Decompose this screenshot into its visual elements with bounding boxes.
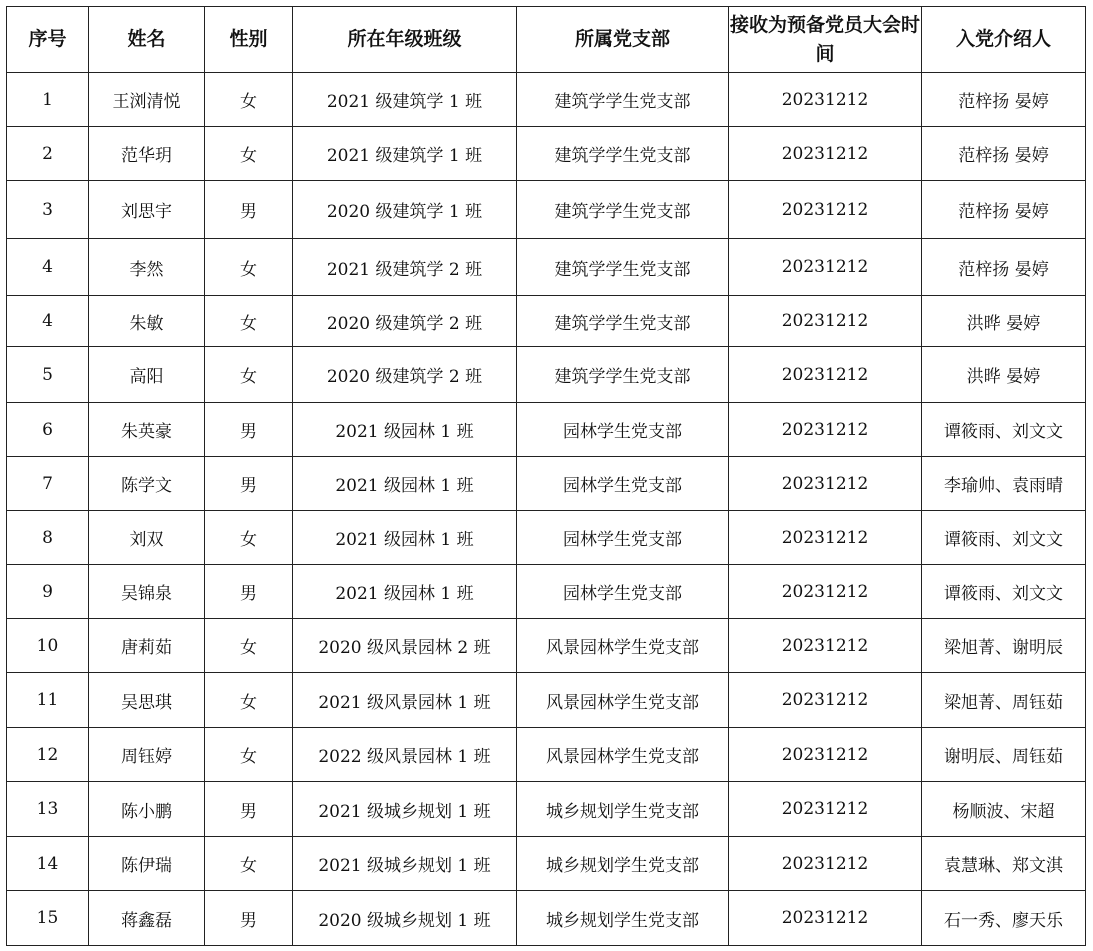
cell-meeting-date: 20231212	[729, 565, 922, 619]
cell-name: 陈伊瑞	[89, 837, 205, 891]
table-row	[7, 239, 1086, 296]
table-row	[7, 891, 1086, 946]
cell-introducers: 范梓扬 晏婷	[922, 73, 1086, 127]
table-row	[7, 296, 1086, 347]
cell-index: 9	[7, 565, 89, 619]
cell-index: 3	[7, 181, 89, 239]
cell-gender: 女	[205, 347, 293, 403]
cell-meeting-date: 20231212	[729, 782, 922, 837]
cell-meeting-date: 20231212	[729, 239, 922, 296]
cell-branch: 城乡规划学生党支部	[517, 782, 729, 837]
cell-meeting-date: 20231212	[729, 403, 922, 457]
cell-gender: 男	[205, 457, 293, 511]
table-row	[7, 619, 1086, 673]
table-row	[7, 457, 1086, 511]
cell-meeting-date: 20231212	[729, 181, 922, 239]
cell-meeting-date: 20231212	[729, 73, 922, 127]
cell-introducers: 李瑜帅、袁雨晴	[922, 457, 1086, 511]
cell-introducers: 梁旭菁、谢明辰	[922, 619, 1086, 673]
cell-class: 2021 级园林 1 班	[293, 511, 517, 565]
cell-introducers: 范梓扬 晏婷	[922, 239, 1086, 296]
cell-name: 朱敏	[89, 296, 205, 347]
table-row	[7, 347, 1086, 403]
header-branch: 所属党支部	[517, 7, 729, 73]
cell-gender: 女	[205, 296, 293, 347]
cell-branch: 城乡规划学生党支部	[517, 891, 729, 946]
cell-class: 2021 级园林 1 班	[293, 457, 517, 511]
table-header-row	[7, 7, 1086, 73]
cell-class: 2021 级园林 1 班	[293, 565, 517, 619]
cell-branch: 风景园林学生党支部	[517, 673, 729, 728]
cell-index: 12	[7, 728, 89, 782]
cell-gender: 女	[205, 73, 293, 127]
cell-branch: 建筑学学生党支部	[517, 239, 729, 296]
cell-gender: 男	[205, 403, 293, 457]
cell-index: 10	[7, 619, 89, 673]
cell-meeting-date: 20231212	[729, 511, 922, 565]
cell-class: 2021 级建筑学 1 班	[293, 127, 517, 181]
header-introducers: 入党介绍人	[922, 7, 1086, 73]
table-body	[7, 73, 1086, 946]
cell-class: 2021 级城乡规划 1 班	[293, 837, 517, 891]
cell-index: 8	[7, 511, 89, 565]
cell-gender: 男	[205, 782, 293, 837]
cell-class: 2022 级风景园林 1 班	[293, 728, 517, 782]
cell-name: 吴思琪	[89, 673, 205, 728]
cell-index: 2	[7, 127, 89, 181]
cell-name: 范华玥	[89, 127, 205, 181]
cell-name: 陈小鹏	[89, 782, 205, 837]
table-row	[7, 565, 1086, 619]
cell-branch: 园林学生党支部	[517, 457, 729, 511]
cell-introducers: 谭筱雨、刘文文	[922, 511, 1086, 565]
header-meeting-date: 接收为预备党员大会时间	[729, 7, 922, 73]
cell-name: 刘思宇	[89, 181, 205, 239]
cell-class: 2021 级风景园林 1 班	[293, 673, 517, 728]
header-gender: 性别	[205, 7, 293, 73]
cell-introducers: 谭筱雨、刘文文	[922, 403, 1086, 457]
cell-name: 陈学文	[89, 457, 205, 511]
table-row	[7, 782, 1086, 837]
cell-gender: 女	[205, 837, 293, 891]
cell-class: 2021 级建筑学 1 班	[293, 73, 517, 127]
cell-gender: 女	[205, 511, 293, 565]
cell-name: 周钰婷	[89, 728, 205, 782]
member-table	[6, 6, 1086, 946]
cell-index: 15	[7, 891, 89, 946]
table-row	[7, 181, 1086, 239]
cell-name: 刘双	[89, 511, 205, 565]
cell-index: 1	[7, 73, 89, 127]
cell-branch: 风景园林学生党支部	[517, 728, 729, 782]
cell-branch: 建筑学学生党支部	[517, 127, 729, 181]
table-row	[7, 73, 1086, 127]
cell-class: 2021 级建筑学 2 班	[293, 239, 517, 296]
cell-name: 高阳	[89, 347, 205, 403]
cell-branch: 风景园林学生党支部	[517, 619, 729, 673]
cell-meeting-date: 20231212	[729, 673, 922, 728]
cell-index: 7	[7, 457, 89, 511]
cell-introducers: 谭筱雨、刘文文	[922, 565, 1086, 619]
table-row	[7, 837, 1086, 891]
cell-class: 2021 级城乡规划 1 班	[293, 782, 517, 837]
cell-name: 王浏清悦	[89, 73, 205, 127]
header-name: 姓名	[89, 7, 205, 73]
cell-gender: 女	[205, 619, 293, 673]
cell-branch: 建筑学学生党支部	[517, 181, 729, 239]
cell-class: 2020 级风景园林 2 班	[293, 619, 517, 673]
cell-branch: 建筑学学生党支部	[517, 347, 729, 403]
cell-index: 4	[7, 239, 89, 296]
cell-name: 蒋鑫磊	[89, 891, 205, 946]
cell-introducers: 范梓扬 晏婷	[922, 181, 1086, 239]
cell-gender: 女	[205, 239, 293, 296]
cell-branch: 园林学生党支部	[517, 511, 729, 565]
cell-branch: 城乡规划学生党支部	[517, 837, 729, 891]
cell-class: 2021 级园林 1 班	[293, 403, 517, 457]
cell-meeting-date: 20231212	[729, 728, 922, 782]
cell-index: 13	[7, 782, 89, 837]
cell-gender: 女	[205, 728, 293, 782]
cell-meeting-date: 20231212	[729, 457, 922, 511]
cell-gender: 女	[205, 127, 293, 181]
cell-index: 5	[7, 347, 89, 403]
cell-introducers: 洪晔 晏婷	[922, 296, 1086, 347]
cell-meeting-date: 20231212	[729, 347, 922, 403]
cell-gender: 男	[205, 181, 293, 239]
cell-name: 李然	[89, 239, 205, 296]
cell-gender: 女	[205, 673, 293, 728]
cell-index: 6	[7, 403, 89, 457]
header-class: 所在年级班级	[293, 7, 517, 73]
cell-introducers: 梁旭菁、周钰茹	[922, 673, 1086, 728]
cell-name: 唐莉茹	[89, 619, 205, 673]
document-page	[6, 6, 1086, 946]
cell-branch: 建筑学学生党支部	[517, 73, 729, 127]
cell-index: 4	[7, 296, 89, 347]
table-row	[7, 403, 1086, 457]
cell-introducers: 范梓扬 晏婷	[922, 127, 1086, 181]
cell-index: 11	[7, 673, 89, 728]
cell-meeting-date: 20231212	[729, 837, 922, 891]
cell-meeting-date: 20231212	[729, 619, 922, 673]
cell-name: 吴锦泉	[89, 565, 205, 619]
cell-meeting-date: 20231212	[729, 891, 922, 946]
cell-meeting-date: 20231212	[729, 127, 922, 181]
table-row	[7, 511, 1086, 565]
table-row	[7, 673, 1086, 728]
cell-index: 14	[7, 837, 89, 891]
cell-gender: 男	[205, 565, 293, 619]
table-row	[7, 127, 1086, 181]
table-row	[7, 728, 1086, 782]
cell-branch: 建筑学学生党支部	[517, 296, 729, 347]
cell-introducers: 洪晔 晏婷	[922, 347, 1086, 403]
cell-gender: 男	[205, 891, 293, 946]
cell-meeting-date: 20231212	[729, 296, 922, 347]
cell-introducers: 谢明辰、周钰茹	[922, 728, 1086, 782]
cell-introducers: 袁慧琳、郑文淇	[922, 837, 1086, 891]
cell-introducers: 杨顺波、宋超	[922, 782, 1086, 837]
cell-introducers: 石一秀、廖天乐	[922, 891, 1086, 946]
cell-class: 2020 级建筑学 1 班	[293, 181, 517, 239]
cell-class: 2020 级建筑学 2 班	[293, 347, 517, 403]
cell-class: 2020 级城乡规划 1 班	[293, 891, 517, 946]
cell-branch: 园林学生党支部	[517, 565, 729, 619]
header-index: 序号	[7, 7, 89, 73]
cell-branch: 园林学生党支部	[517, 403, 729, 457]
cell-class: 2020 级建筑学 2 班	[293, 296, 517, 347]
cell-name: 朱英豪	[89, 403, 205, 457]
